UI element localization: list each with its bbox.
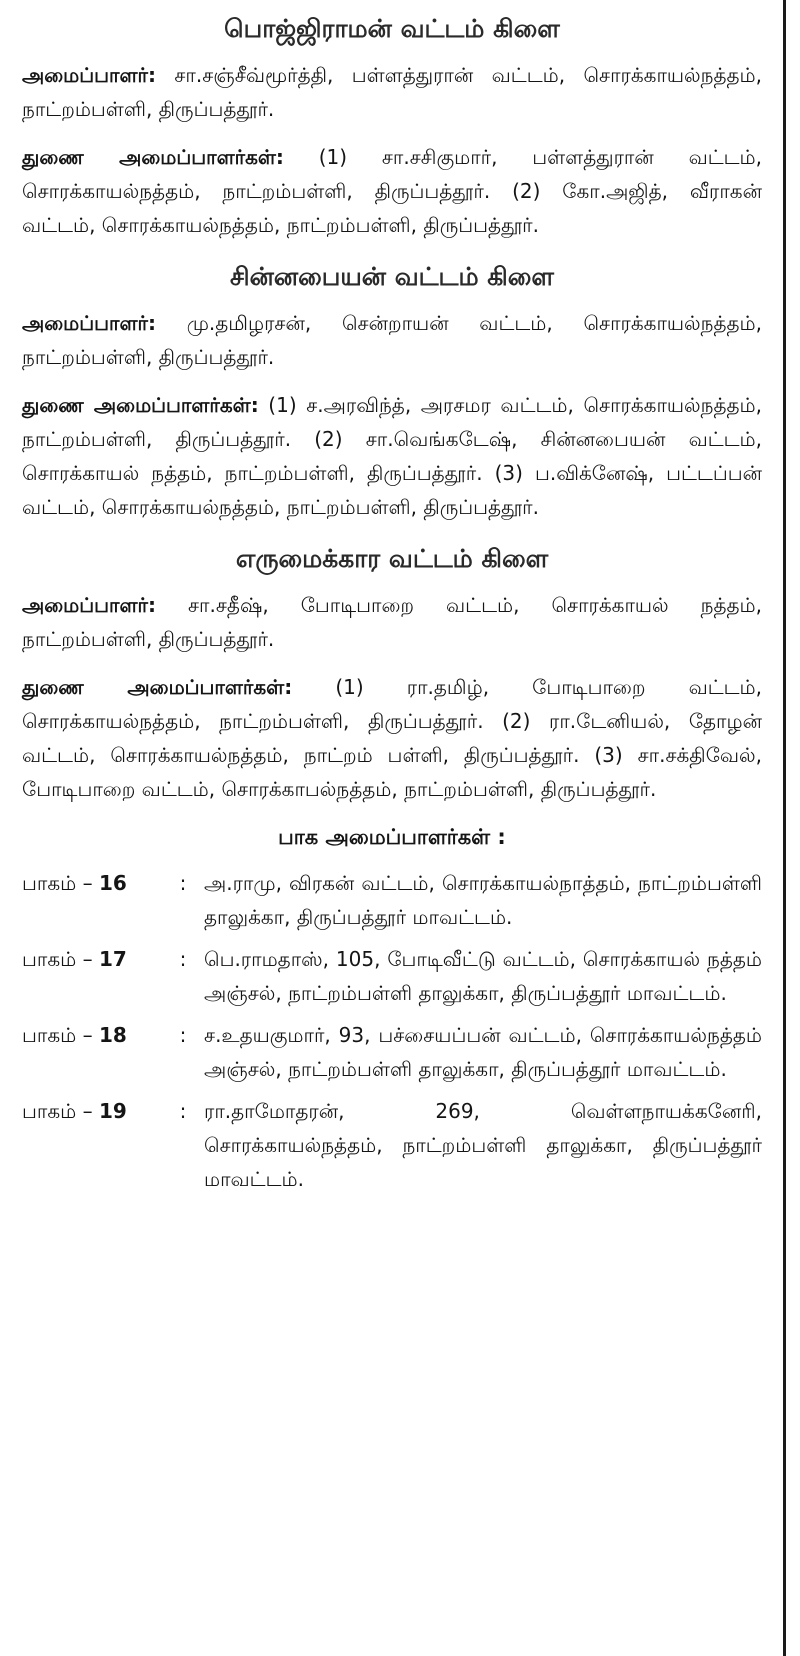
part-row-19	[22, 1094, 762, 1196]
deputy-text: (1) ச.அரவிந்த், அரசமர வட்டம், சொரக்காயல்நத்தம், நாட்றம்பள்ளி, திருப்பத்தூர். (2) சா.வெங்கடேஷ், சின்னபையன் வட்டம், சொரக்காயல் நத்தம், நாட்றம்பள்ளி, திருப்பத்தூர். (3) ப.விக்னேஷ், பட்டப்பன் வட்டம், சொரக்காயல்நத்தம், நாட்றம்பள்ளி, திருப்பத்தூர்.	[22, 393, 762, 519]
deputy-paragraph-2	[22, 388, 762, 524]
part-number: 16	[98, 871, 127, 895]
part-row-18	[22, 1018, 762, 1086]
part-label-text: பாகம் –	[22, 1023, 99, 1047]
part-text: ச.உதயகுமார், 93, பச்சையப்பன் வட்டம், சொரக்காயல்நத்தம் அஞ்சல், நாட்றம்பள்ளி தாலுக்கா, திருப்பத்தூர் மாவட்டம்.	[204, 1023, 762, 1081]
organizer-text: சா.சஞ்சீவ்மூர்த்தி, பள்ளத்துரான் வட்டம், சொரக்காயல்நத்தம், நாட்றம்பள்ளி, திருப்பத்தூர்.	[22, 63, 762, 121]
part-label	[22, 866, 162, 900]
organizer-label: அமைப்பாளர்:	[22, 593, 156, 617]
part-text: ரா.தாமோதரன், 269, வெள்ளநாயக்கனேரி, சொரக்காயல்நத்தம், நாட்றம்பள்ளி தாலுக்கா, திருப்பத்தூர் மாவட்டம்.	[204, 1099, 762, 1191]
part-label	[22, 1018, 162, 1052]
part-colon: :	[179, 1023, 187, 1047]
part-label-text: பாகம் –	[22, 871, 99, 895]
deputy-paragraph-3	[22, 670, 762, 806]
section-title-1: பொஜ்ஜிராமன் வட்டம் கிளை	[224, 14, 560, 43]
deputy-text: (1) சா.சசிகுமார், பள்ளத்துரான் வட்டம், சொரக்காயல்நத்தம், நாட்றம்பள்ளி, திருப்பத்தூர். (2) கோ.அஜித், வீராகன் வட்டம், சொரக்காயல்நத்தம், நாட்றம்பள்ளி, திருப்பத்தூர்.	[22, 145, 762, 237]
organizer-paragraph-2	[22, 306, 762, 374]
part-number: 17	[98, 947, 127, 971]
article-column	[22, 0, 762, 1196]
part-label	[22, 1094, 162, 1128]
organizer-label: அமைப்பாளர்:	[22, 63, 156, 87]
part-colon: :	[179, 871, 187, 895]
deputy-label: துணை அமைப்பாளர்கள்:	[22, 675, 293, 699]
parts-heading: பாக அமைப்பாளர்கள் :	[278, 825, 506, 849]
part-text: பெ.ராமதாஸ், 105, போடிவீட்டு வட்டம், சொரக்காயல் நத்தம் அஞ்சல், நாட்றம்பள்ளி தாலுக்கா, திருப்பத்தூர் மாவட்டம்.	[204, 947, 762, 1005]
section-title-3: எருமைக்கார வட்டம் கிளை	[235, 544, 549, 573]
part-label	[22, 942, 162, 976]
part-number: 19	[98, 1099, 127, 1123]
organizer-paragraph-1	[22, 58, 762, 126]
deputy-label: துணை அமைப்பாளர்கள்:	[22, 145, 284, 169]
part-label-text: பாகம் –	[22, 1099, 99, 1123]
section-title-2: சின்னபையன் வட்டம் கிளை	[230, 262, 554, 291]
part-text: அ.ராமு, விரகன் வட்டம், சொரக்காயல்நாத்தம், நாட்றம்பள்ளி தாலுக்கா, திருப்பத்தூர் மாவட்டம்.	[204, 871, 762, 929]
organizer-paragraph-3	[22, 588, 762, 656]
part-colon: :	[179, 947, 187, 971]
part-label-text: பாகம் –	[22, 947, 99, 971]
organizer-text: சா.சதீஷ், போடிபாறை வட்டம், சொரக்காயல் நத்தம், நாட்றம்பள்ளி, திருப்பத்தூர்.	[22, 593, 762, 651]
part-colon: :	[179, 1099, 187, 1123]
organizer-text: மு.தமிழரசன், சென்றாயன் வட்டம், சொரக்காயல்நத்தம், நாட்றம்பள்ளி, திருப்பத்தூர்.	[22, 311, 762, 369]
part-row-17	[22, 942, 762, 1010]
organizer-label: அமைப்பாளர்:	[22, 311, 156, 335]
deputy-paragraph-1	[22, 140, 762, 242]
deputy-label: துணை அமைப்பாளர்கள்:	[22, 393, 259, 417]
part-row-16	[22, 866, 762, 934]
part-number: 18	[98, 1023, 127, 1047]
deputy-text: (1) ரா.தமிழ், போடிபாறை வட்டம், சொரக்காயல்நத்தம், நாட்றம்பள்ளி, திருப்பத்தூர். (2) ரா.டேனியல், தோழன் வட்டம், சொரக்காயல்நத்தம், நாட்றம் பள்ளி, திருப்பத்தூர். (3) சா.சக்திவேல், போடிபாறை வட்டம், சொரக்காபல்நத்தம், நாட்றம்பள்ளி, திருப்பத்தூர்.	[22, 675, 762, 801]
